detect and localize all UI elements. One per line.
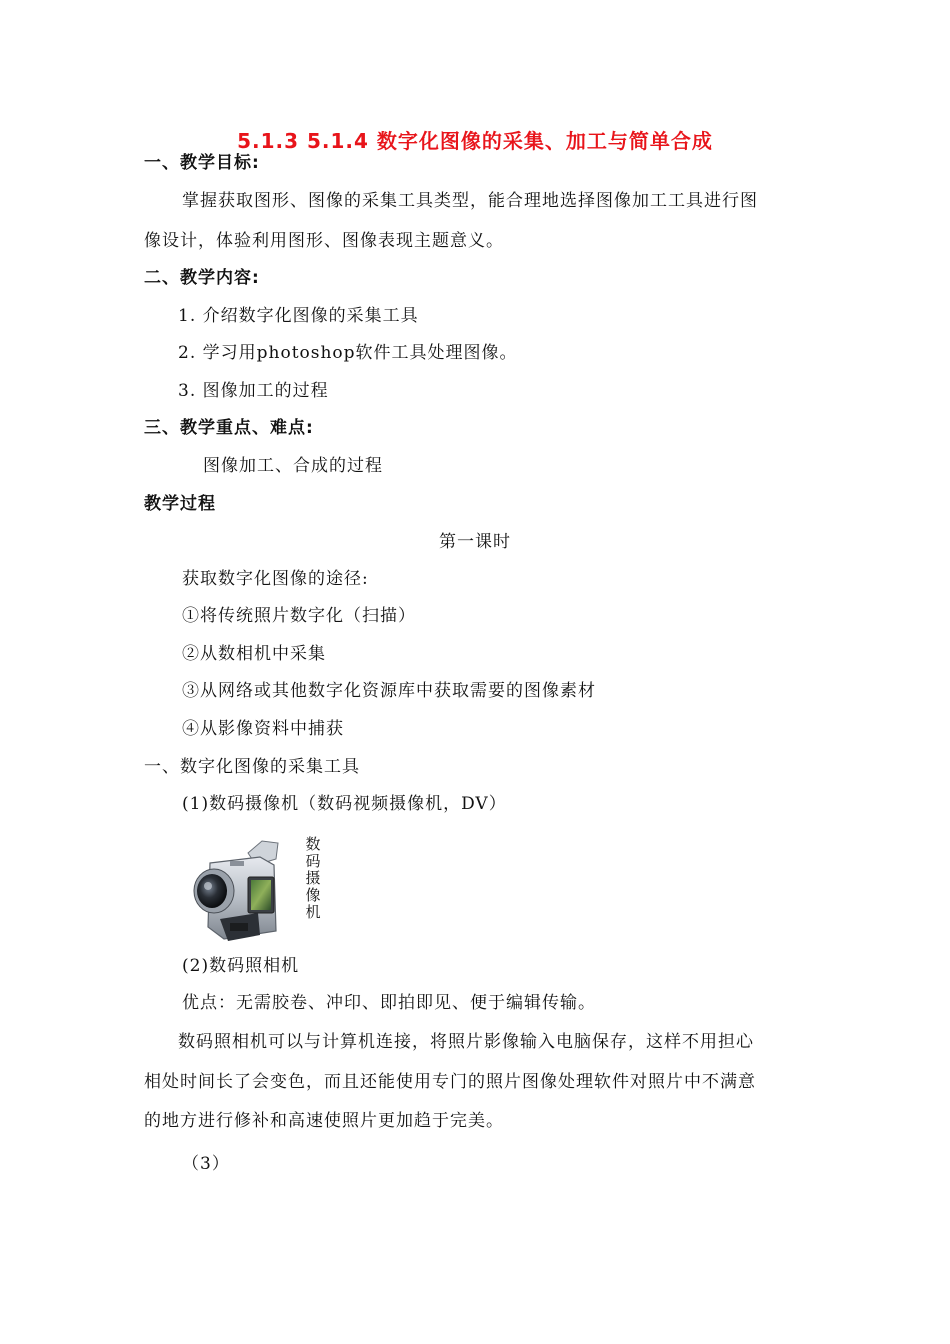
tool-item-2: (2)数码照相机 — [182, 956, 300, 976]
camcorder-label-char: 像 — [305, 886, 321, 904]
process-heading: 教学过程 — [144, 494, 216, 514]
camcorder-label-char: 机 — [305, 903, 321, 921]
camcorder-icon — [190, 835, 310, 947]
lesson-title: 第一课时 — [439, 532, 511, 552]
key-heading: 三、教学重点、难点: — [144, 418, 314, 438]
way-item-3: ③从网络或其他数字化资源库中获取需要的图像素材 — [182, 681, 596, 701]
goals-heading: 一、教学目标: — [144, 153, 260, 173]
goals-text-line1: 掌握获取图形、图像的采集工具类型，能合理地选择图像加工工具进行图 — [182, 191, 758, 211]
goals-text-line2: 像设计，体验利用图形、图像表现主题意义。 — [144, 231, 504, 251]
tools-heading: 一、数字化图像的采集工具 — [144, 757, 360, 777]
way-item-1: ①将传统照片数字化（扫描） — [182, 606, 416, 626]
content-item-2: 2. 学习用photoshop软件工具处理图像。 — [178, 343, 518, 363]
content-item-1: 1. 介绍数字化图像的采集工具 — [178, 306, 419, 326]
camcorder-label-char: 摄 — [305, 869, 321, 887]
camcorder-label-char: 数 — [305, 835, 321, 853]
key-text: 图像加工、合成的过程 — [203, 456, 383, 476]
way-item-2: ②从数相机中采集 — [182, 644, 326, 664]
camera-para-line1: 数码照相机可以与计算机连接，将照片影像输入电脑保存，这样不用担心 — [178, 1032, 754, 1052]
camcorder-label — [303, 836, 323, 921]
camcorder-label-char: 码 — [305, 852, 321, 870]
content-item-3: 3. 图像加工的过程 — [178, 381, 329, 401]
tool-item-3: （3） — [182, 1154, 230, 1174]
camera-para-line3: 的地方进行修补和高速使照片更加趋于完美。 — [144, 1111, 504, 1131]
document-title: 5.1.3 5.1.4 数字化图像的采集、加工与简单合成 — [237, 129, 713, 153]
ways-intro: 获取数字化图像的途径: — [182, 569, 369, 589]
camera-para-line2: 相处时间长了会变色，而且还能使用专门的照片图像处理软件对照片中不满意 — [144, 1072, 756, 1092]
way-item-4: ④从影像资料中捕获 — [182, 719, 344, 739]
content-heading: 二、教学内容: — [144, 268, 260, 288]
advantages-text: 优点：无需胶卷、冲印、即拍即见、便于编辑传输。 — [182, 993, 596, 1013]
tool-item-1: (1)数码摄像机（数码视频摄像机，DV） — [182, 794, 507, 814]
